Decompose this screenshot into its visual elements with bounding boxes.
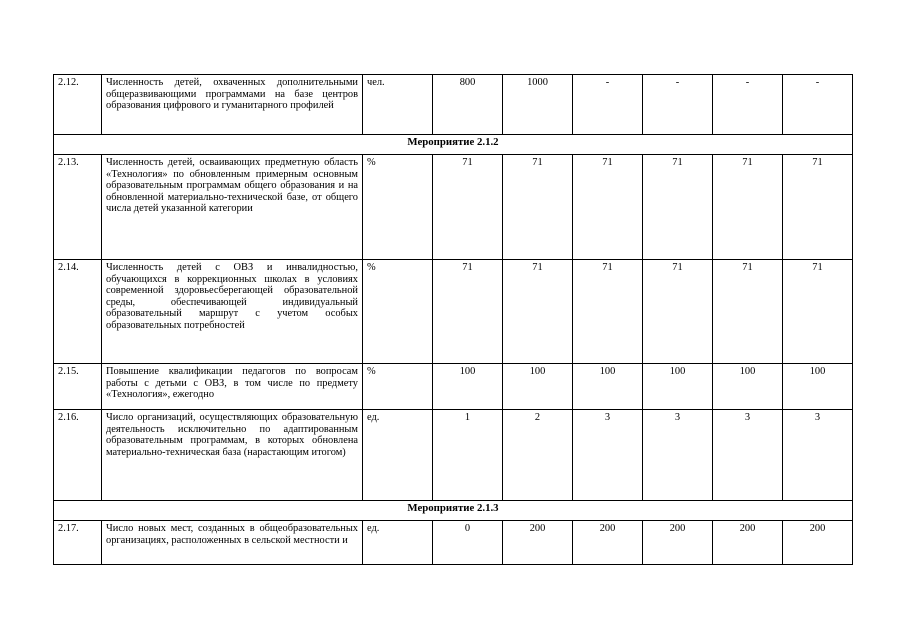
value-cell: 0 [433, 521, 503, 565]
value-cell: 2 [503, 410, 573, 501]
value-cell: 3 [713, 410, 783, 501]
value-cell: 71 [713, 260, 783, 364]
row-number: 2.13. [54, 155, 102, 260]
value-cell: 71 [713, 155, 783, 260]
value-cell: - [783, 75, 853, 135]
value-cell: 100 [503, 364, 573, 410]
value-cell: 71 [643, 155, 713, 260]
unit-of-measure: % [363, 364, 433, 410]
value-cell: 100 [433, 364, 503, 410]
row-number: 2.14. [54, 260, 102, 364]
section-title: Мероприятие 2.1.3 [54, 501, 853, 521]
table-row [54, 260, 853, 364]
unit-of-measure: % [363, 155, 433, 260]
value-cell: 1000 [503, 75, 573, 135]
value-cell: 71 [433, 155, 503, 260]
value-cell: 100 [713, 364, 783, 410]
value-cell: 3 [643, 410, 713, 501]
unit-of-measure: % [363, 260, 433, 364]
value-cell: 1 [433, 410, 503, 501]
value-cell: 71 [643, 260, 713, 364]
indicator-name: Численность детей с ОВЗ и инвалидностью, обучающихся в коррекционных школах в условиях современной здоровьесберегающей образовательной среды, обеспечивающей индивидуальный образовательный маршрут с учетом особых образовательных потребностей [102, 260, 363, 364]
value-cell: - [713, 75, 783, 135]
indicator-name: Число организаций, осуществляющих образовательную деятельность исключительно по адаптированным образовательным программам, в которых обновлена материально-техническая база (нарастающим итогом) [102, 410, 363, 501]
table-row [54, 364, 853, 410]
value-cell: 3 [573, 410, 643, 501]
value-cell: 71 [783, 260, 853, 364]
table-row [54, 410, 853, 501]
value-cell: 71 [573, 155, 643, 260]
row-number: 2.15. [54, 364, 102, 410]
value-cell: - [573, 75, 643, 135]
value-cell: 200 [573, 521, 643, 565]
value-cell: 71 [783, 155, 853, 260]
value-cell: 100 [643, 364, 713, 410]
section-row [54, 501, 853, 521]
value-cell: - [643, 75, 713, 135]
table-row [54, 155, 853, 260]
value-cell: 3 [783, 410, 853, 501]
value-cell: 71 [503, 155, 573, 260]
row-number: 2.17. [54, 521, 102, 565]
unit-of-measure: ед. [363, 410, 433, 501]
table-row [54, 521, 853, 565]
indicator-name: Число новых мест, созданных в общеобразовательных организациях, расположенных в сельской местности и [102, 521, 363, 565]
value-cell: 200 [783, 521, 853, 565]
row-number: 2.12. [54, 75, 102, 135]
value-cell: 200 [643, 521, 713, 565]
value-cell: 100 [573, 364, 643, 410]
value-cell: 200 [503, 521, 573, 565]
unit-of-measure: ед. [363, 521, 433, 565]
section-row [54, 135, 853, 155]
table-row [54, 75, 853, 135]
value-cell: 800 [433, 75, 503, 135]
indicator-name: Повышение квалификации педагогов по вопросам работы с детьми с ОВЗ, в том числе по предмету «Технология», ежегодно [102, 364, 363, 410]
value-cell: 200 [713, 521, 783, 565]
section-title: Мероприятие 2.1.2 [54, 135, 853, 155]
indicator-name: Численность детей, охваченных дополнительными общеразвивающими программами на базе центров образования цифрового и гуманитарного профилей [102, 75, 363, 135]
value-cell: 71 [503, 260, 573, 364]
value-cell: 100 [783, 364, 853, 410]
indicators-table [53, 74, 853, 565]
value-cell: 71 [433, 260, 503, 364]
value-cell: 71 [573, 260, 643, 364]
indicator-name: Численность детей, осваивающих предметную область «Технология» по обновленным примерным основным образовательным программам общего образования и на обновленной материально-технической базе, от общего числа детей указанной категории [102, 155, 363, 260]
unit-of-measure: чел. [363, 75, 433, 135]
row-number: 2.16. [54, 410, 102, 501]
